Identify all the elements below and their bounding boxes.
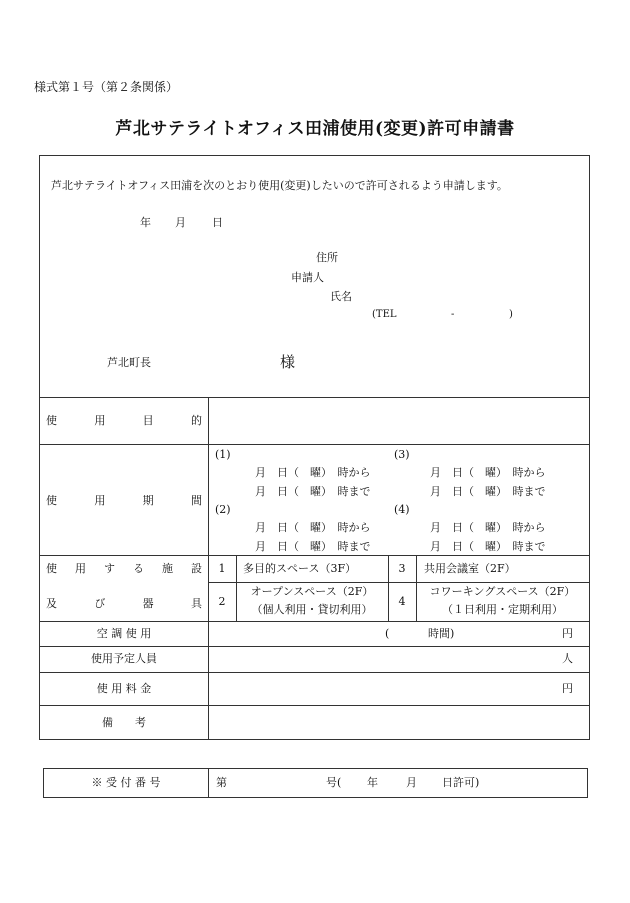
honorific: 様	[280, 353, 296, 371]
facility-label-line1: 使 用 す る 施 設	[46, 562, 202, 575]
aircon-label: 空 調 使 用	[96, 627, 152, 640]
period-label: 使 用 期 間	[46, 494, 202, 507]
intro-text: 芦北サテライトオフィス田浦を次のとおり使用(変更)したいので許可されるよう申請します。	[51, 179, 508, 192]
aircon-unit: 円	[562, 627, 573, 640]
form-number: 様式第１号（第２条関係）	[34, 80, 179, 94]
facility-1-number: 1	[218, 562, 226, 575]
period-4-until: 月 日（ 曜） 時まで	[430, 540, 546, 553]
facility-label-line2: 及 び 器 具	[46, 597, 202, 610]
application-form	[39, 155, 590, 740]
aircon-hours: 時間)	[428, 627, 455, 640]
facility-1-name: 多目的スペース（3F）	[243, 562, 357, 575]
receipt-prefix: 第	[216, 776, 227, 789]
fee-unit: 円	[562, 682, 573, 695]
period-slot-2: (2)	[215, 503, 231, 516]
people-unit: 人	[562, 652, 573, 665]
period-slot-4: (4)	[394, 503, 410, 516]
applicant-address-label: 住所	[316, 251, 338, 264]
purpose-label: 使 用 目 的	[46, 414, 202, 427]
applicant-tel-open: (TEL	[372, 309, 397, 320]
applicant-tel-dash: -	[451, 309, 455, 320]
period-2-until: 月 日（ 曜） 時まで	[255, 540, 371, 553]
facility-4-name: コワーキングスペース（2F）	[429, 585, 576, 598]
date-year: 年	[140, 216, 151, 229]
period-3-until: 月 日（ 曜） 時まで	[430, 485, 546, 498]
date-day: 日	[212, 216, 223, 229]
facility-4-sub: （１日利用・定期利用）	[442, 603, 563, 616]
fee-label: 使 用 料 金	[96, 682, 152, 695]
receipt-label: ※ 受 付 番 号	[91, 776, 161, 789]
page-title: 芦北サテライトオフィス田浦使用(変更)許可申請書	[115, 119, 515, 139]
period-4-from: 月 日（ 曜） 時から	[430, 521, 546, 534]
receipt-end: 日許可)	[442, 776, 480, 789]
facility-3-name: 共用会議室（2F）	[424, 562, 516, 575]
period-slot-3: (3)	[394, 448, 410, 461]
remarks-label: 備 考	[102, 716, 146, 729]
applicant-tel-close: )	[509, 309, 513, 320]
applicant-label: 申請人	[291, 271, 324, 284]
date-month: 月	[175, 216, 186, 229]
mayor-label: 芦北町長	[107, 356, 151, 369]
period-slot-1: (1)	[215, 448, 231, 461]
facility-2-name: オープンスペース（2F）	[250, 585, 374, 598]
receipt-month: 月	[406, 776, 417, 789]
period-1-until: 月 日（ 曜） 時まで	[255, 485, 371, 498]
period-3-from: 月 日（ 曜） 時から	[430, 466, 546, 479]
receipt-year: 年	[367, 776, 378, 789]
facility-2-number: 2	[218, 595, 226, 608]
period-1-from: 月 日（ 曜） 時から	[255, 466, 371, 479]
facility-2-sub: （個人利用・貸切利用）	[251, 603, 373, 616]
people-label: 使用予定人員	[91, 652, 157, 665]
period-2-from: 月 日（ 曜） 時から	[255, 521, 371, 534]
receipt-box	[43, 768, 588, 798]
aircon-open: (	[385, 627, 390, 640]
receipt-middle: 号(	[326, 776, 342, 789]
facility-3-number: 3	[398, 562, 406, 575]
facility-4-number: 4	[398, 595, 406, 608]
applicant-name-label: 氏名	[330, 290, 352, 303]
